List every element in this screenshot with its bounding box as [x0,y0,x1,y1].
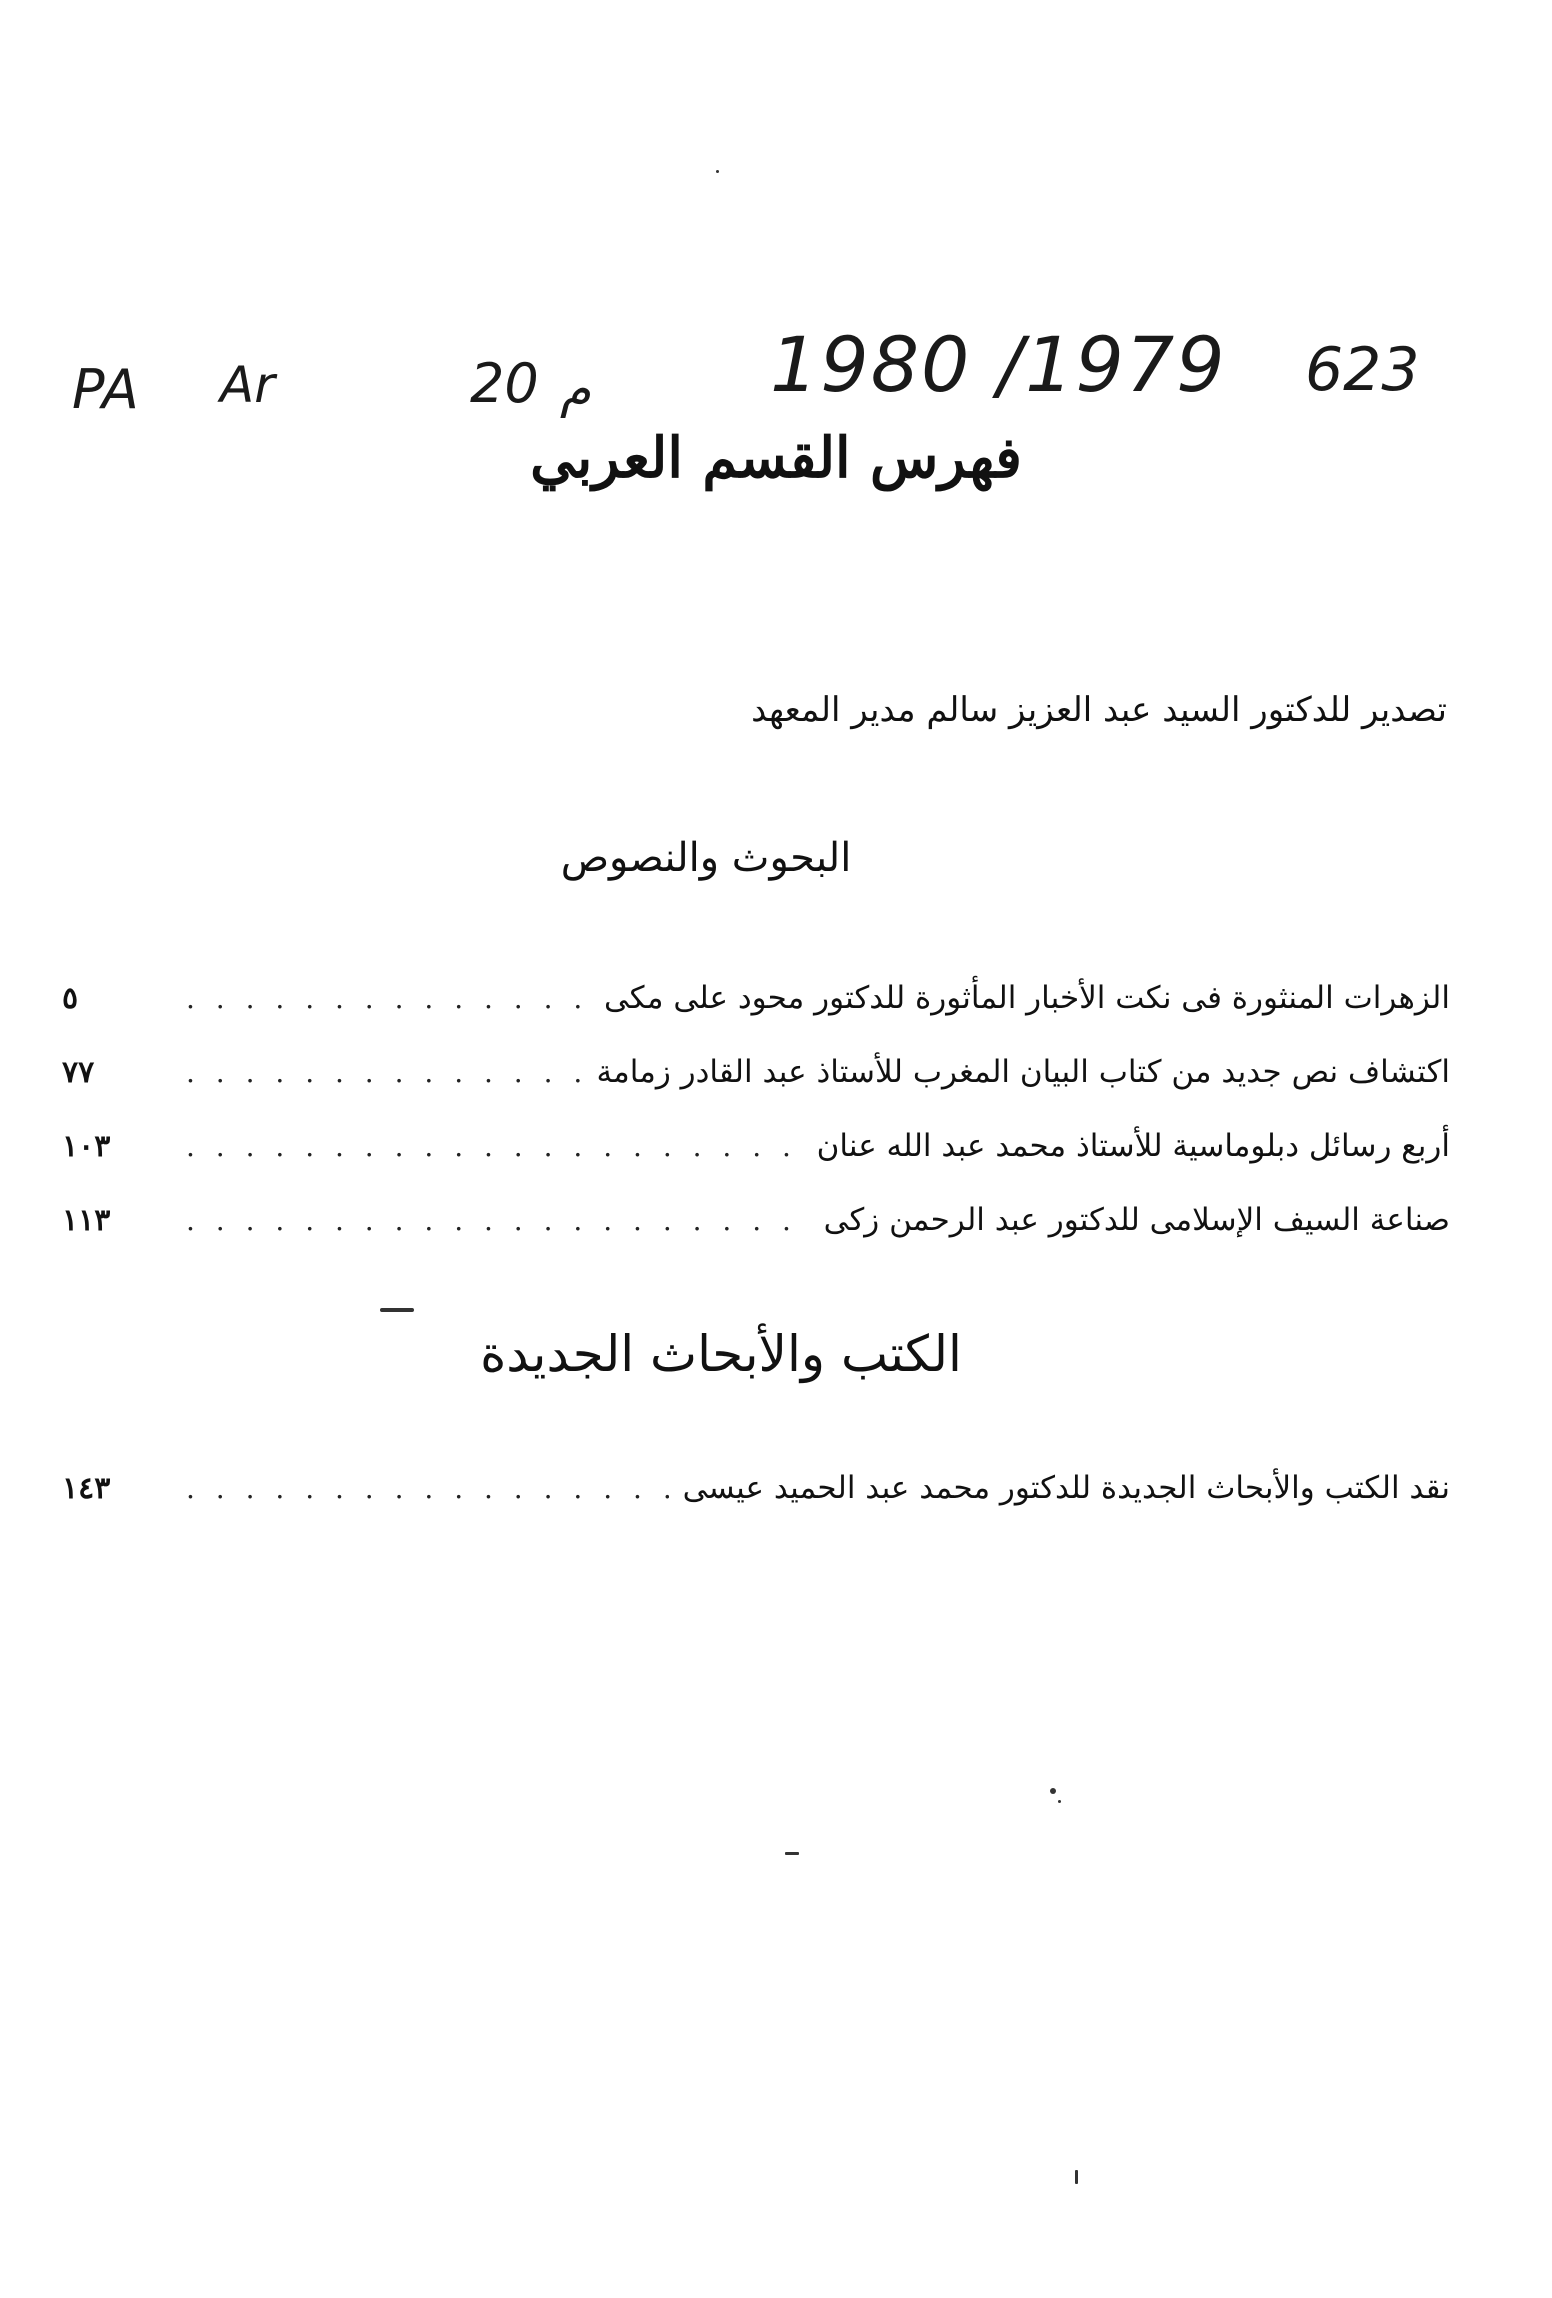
handwritten-note-pa: PA [72,358,139,421]
scan-speck [785,1852,799,1855]
toc-entry-page: ١٠٣ [62,1129,111,1164]
toc-entry-page: ٧٧ [62,1055,95,1090]
toc-entry-title: أربع رسائل دبلوماسية للأستاذ محمد عبد الله عنان [816,1128,1450,1164]
page-title: فهرس القسم العربي [530,425,1022,491]
toc-entry [62,1128,1450,1202]
toc-list-new-books [62,1470,1450,1544]
toc-entry [62,1470,1450,1544]
handwritten-note-volume: 20 [470,352,539,415]
dot-leader [186,1472,669,1505]
toc-entry-page: ٥ [62,981,79,1016]
toc-entry [62,980,1450,1054]
toc-entry-title: نقد الكتب والأبحاث الجديدة للدكتور محمد عبد الحميد عيسى [682,1470,1450,1506]
scan-speck [1050,1788,1056,1794]
toc-entry [62,1202,1450,1276]
dot-leader [186,982,590,1015]
toc-entry-page: ١١٣ [62,1203,111,1238]
intro-line: تصدير للدكتور السيد عبد العزيز سالم مدير المعهد [751,690,1447,730]
scan-speck [1075,2170,1078,2184]
toc-entry-title: الزهرات المنثورة فى نكت الأخبار المأثورة للدكتور محود على مكى [603,980,1450,1016]
handwritten-note-ar: Ar [220,356,275,414]
handwritten-note-years: 1980 /1979 [770,320,1227,409]
handwritten-note-mim: م [560,360,591,418]
toc-entry [62,1054,1450,1128]
dot-leader [186,1204,810,1237]
separator-mark [380,1308,414,1312]
toc-list-research [62,980,1450,1276]
section-heading-new-books: الكتب والأبحاث الجديدة [480,1325,962,1383]
toc-entry-page: ١٤٣ [62,1471,111,1506]
dot-leader [186,1130,803,1163]
scan-speck [716,170,719,173]
toc-entry-title: اكتشاف نص جديد من كتاب البيان المغرب للأستاذ عبد القادر زمامة [596,1054,1450,1090]
handwritten-note-number: 623 [1305,335,1420,405]
toc-entry-title: صناعة السيف الإسلامى للدكتور عبد الرحمن زكى [823,1202,1450,1238]
scan-speck [1058,1800,1061,1803]
dot-leader [186,1056,583,1089]
section-heading-research: البحوث والنصوص [560,835,852,881]
